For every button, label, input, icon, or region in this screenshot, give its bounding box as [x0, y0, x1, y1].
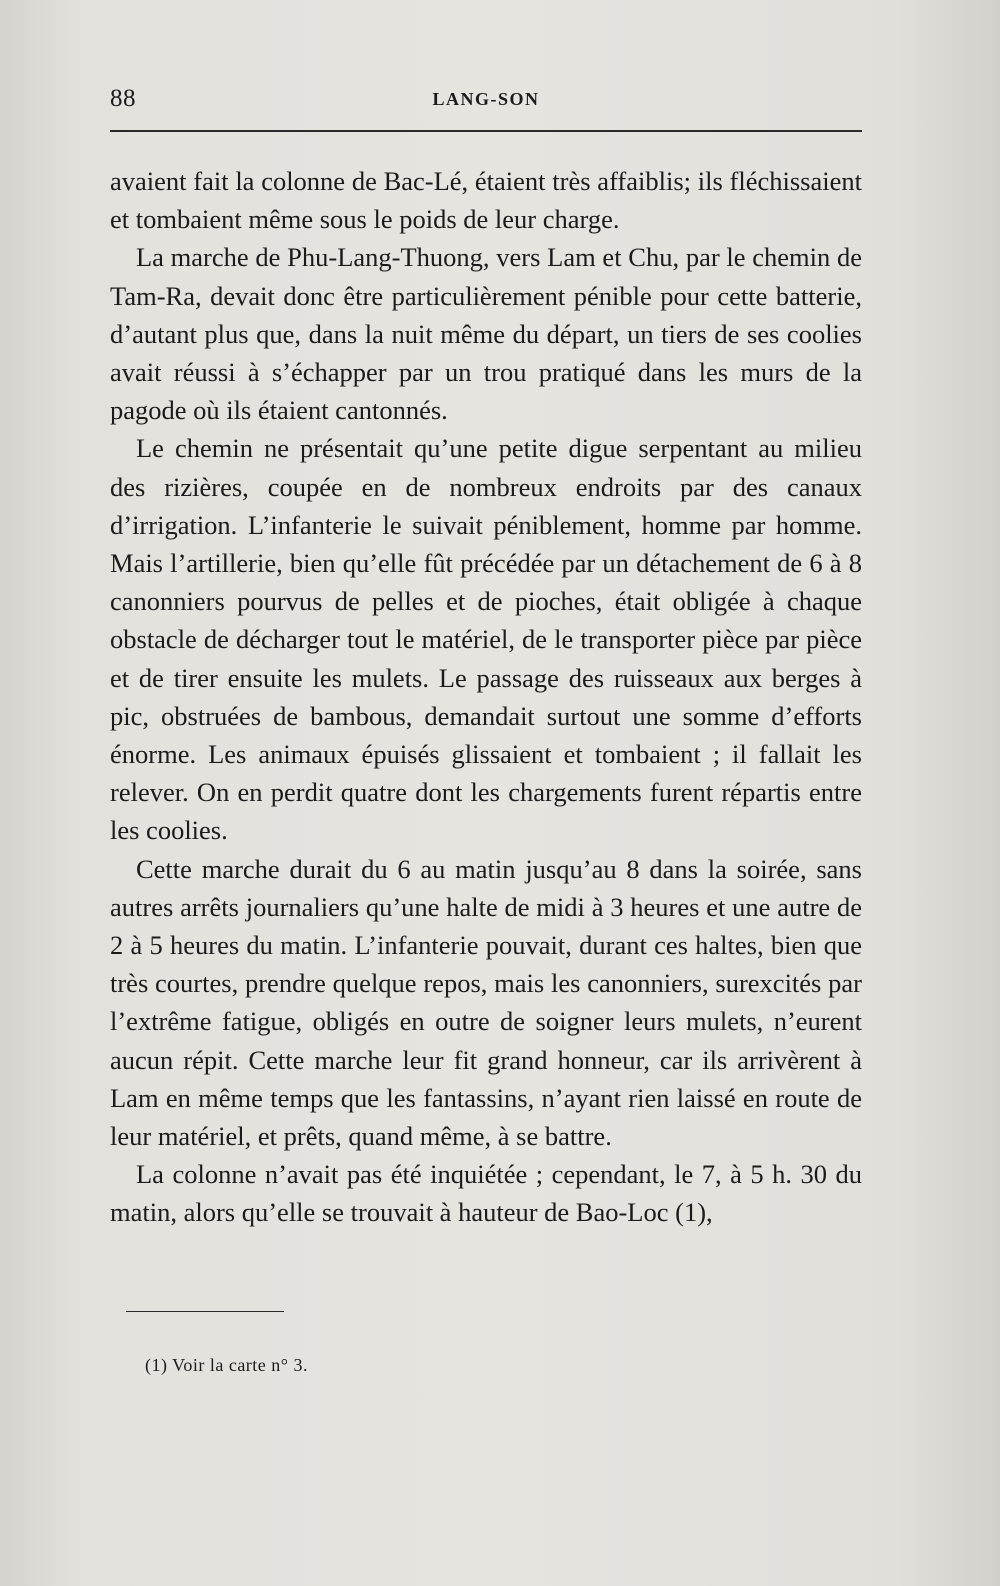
- paragraph-1: avaient fait la colonne de Bac-Lé, étaient très affaiblis; ils fléchissaient et tombaient même sous le poids de leur charge.: [110, 166, 862, 235]
- running-title: LANG-SON: [432, 89, 540, 109]
- footnote-rule: [126, 1311, 284, 1312]
- body-text: [110, 162, 862, 1232]
- header-rule: [110, 130, 862, 132]
- page-number: 88: [110, 85, 136, 112]
- paragraph-4: Cette marche durait du 6 au matin jusqu’au 8 dans la soirée, sans autres arrêts journaliers qu’une halte de midi à 3 heures et une autre de 2 à 5 heures du matin. L’infanterie pouvait, durant ces haltes, bien que très courtes, prendre quelque repos, mais les canonniers, surexcités par l’extrême fatigue, obligés en outre de soigner leurs mulets, n’eurent aucun répit. Cette marche leur fit grand honneur, car ils arrivèrent à Lam en même temps que les fantassins, n’ayant rien laissé en route de leur matériel, et prêts, quand même, à se battre.: [110, 853, 862, 1152]
- paragraph-5: La colonne n’avait pas été inquiétée ; cependant, le 7, à 5 h. 30 du matin, alors qu’elle se trouvait à hauteur de Bao-Loc (1),: [110, 1159, 862, 1228]
- page-header: [110, 85, 862, 125]
- paragraph-2: La marche de Phu-Lang-Thuong, vers Lam et Chu, par le chemin de Tam-Ra, devait donc être particulièrement pénible pour cette batterie, d’autant plus que, dans la nuit même du départ, un tiers de ses coolies avait réussi à s’échapper par un trou pratiqué dans les murs de la pagode où ils étaient cantonnés.: [110, 242, 862, 426]
- footnote: (1) Voir la carte n° 3.: [145, 1355, 308, 1375]
- paragraph-3: Le chemin ne présentait qu’une petite digue serpentant au milieu des rizières, coupée en de nombreux endroits par des canaux d’irrigation. L’infanterie le suivait péniblement, homme par homme. Mais l’artillerie, bien qu’elle fût précédée par un détachement de 6 à 8 canonniers pourvus de pelles et de pioches, était obligée à chaque obstacle de décharger tout le matériel, de le transporter pièce par pièce et de tirer ensuite les mulets. Le passage des ruisseaux aux berges à pic, obstruées de bambous, demandait surtout une somme d’efforts énorme. Les animaux épuisés glissaient et tombaient ; il fallait les relever. On en perdit quatre dont les chargements furent répartis entre les coolies.: [110, 433, 862, 846]
